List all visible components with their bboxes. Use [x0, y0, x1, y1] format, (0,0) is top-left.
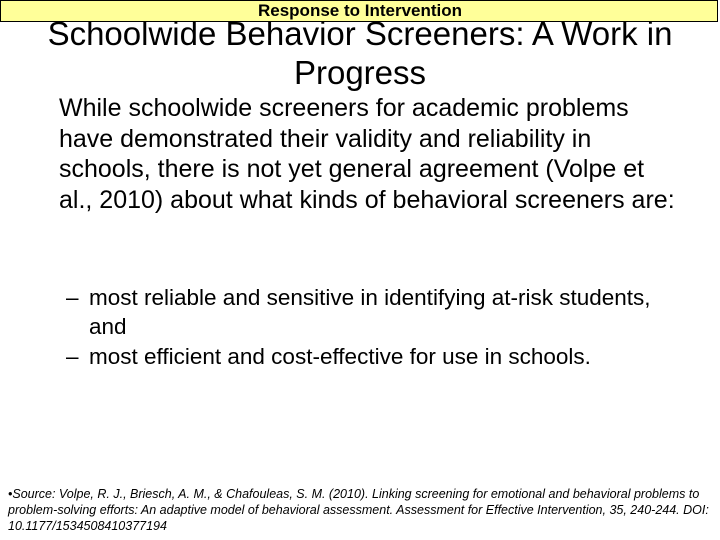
bullet-text: most reliable and sensitive in identifying at-risk students, and	[89, 285, 651, 339]
dash-bullet: –	[66, 285, 79, 310]
body-paragraph: While schoolwide screeners for academic problems have demonstrated their validity and reliability in schools, there is not yet general agreement (Volpe et al., 2010) about what kinds of behavioral screeners are:	[59, 94, 675, 214]
source-citation: •Source: Volpe, R. J., Briesch, A. M., & Chafouleas, S. M. (2010). Linking screening for emotional and behavioral problems to problem-solving efforts: An adaptive model of behavioral assessment. Assessment for Effective Intervention, 35, 240-244. DOI: 10.1177/1534508410377194	[8, 487, 709, 533]
dash-bullet: –	[66, 344, 79, 369]
banner-label: Response to Intervention	[257, 1, 463, 20]
slide-title: Schoolwide Behavior Screeners: A Work in Progress	[47, 15, 673, 91]
bullet-list	[66, 283, 666, 372]
bullet-text: most efficient and cost-effective for use in schools.	[89, 344, 591, 369]
list-item	[66, 342, 666, 371]
list-item	[66, 283, 666, 341]
